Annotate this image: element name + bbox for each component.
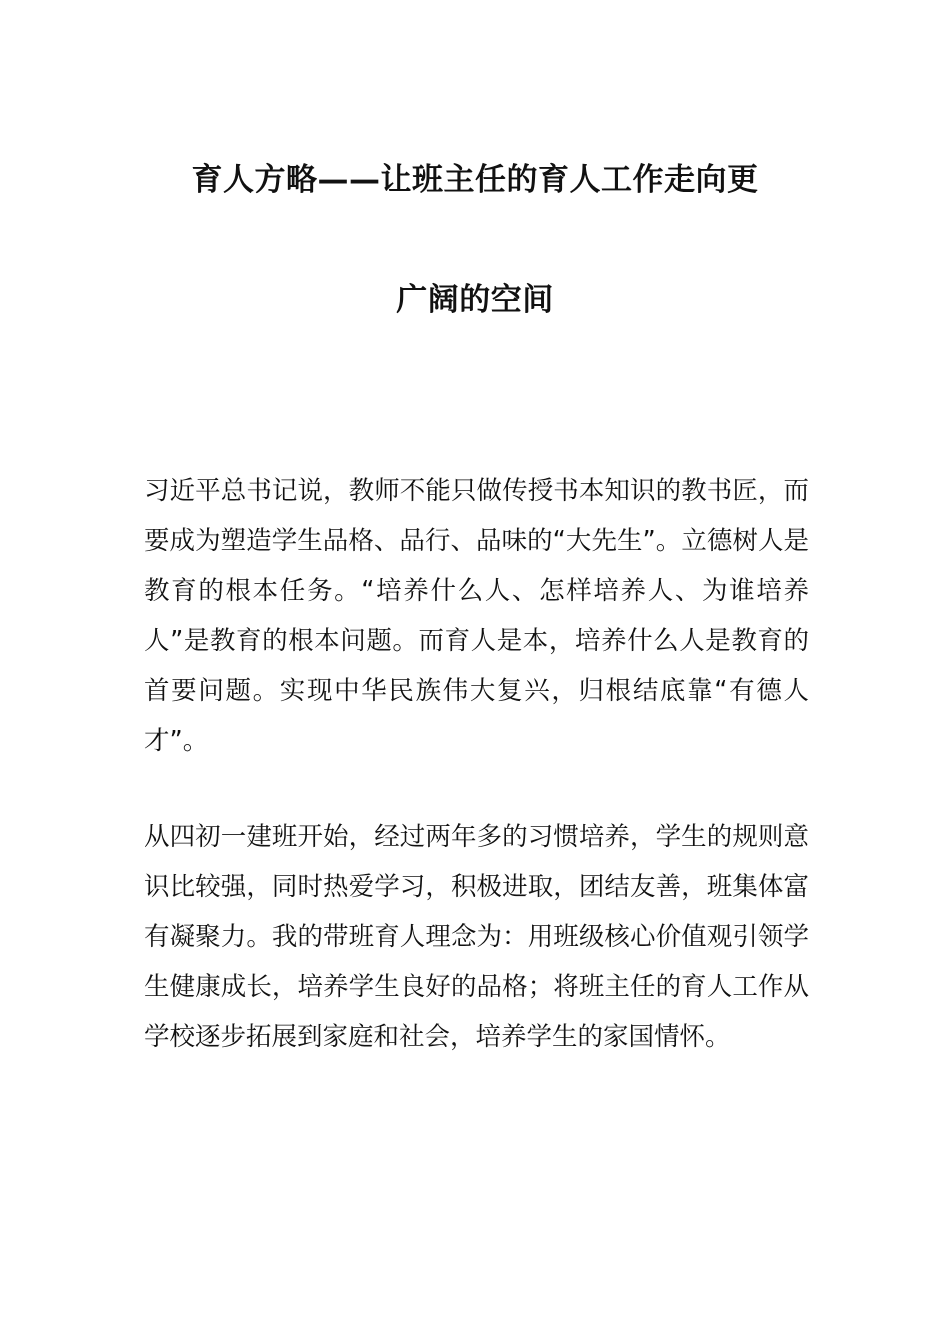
document-title-line-2: 广阔的空间 bbox=[396, 282, 554, 318]
body-paragraph-2: 从四初一建班开始，经过两年多的习惯培养，学生的规则意识比较强，同时热爱学习，积极进取，团结友善，班集体富有凝聚力。我的带班育人理念为：用班级核心价值观引领学生健康成长，培养学生良好的品格；将班主任的育人工作从学校逐步拓展到家庭和社会，培养学生的家国情怀。 bbox=[144, 822, 809, 1052]
document-title-line-1: 育人方略——让班主任的育人工作走向更 bbox=[191, 162, 759, 198]
body-paragraph-1: 习近平总书记说，教师不能只做传授书本知识的教书匠，而要成为塑造学生品格、品行、品味的“大先生”。立德树人是教育的根本任务。“培养什么人、怎样培养人、为谁培养人”是教育的根本问题。而育人是本，培养什么人是教育的首要问题。实现中华民族伟大复兴，归根结底靠“有德人才”。 bbox=[144, 476, 809, 756]
